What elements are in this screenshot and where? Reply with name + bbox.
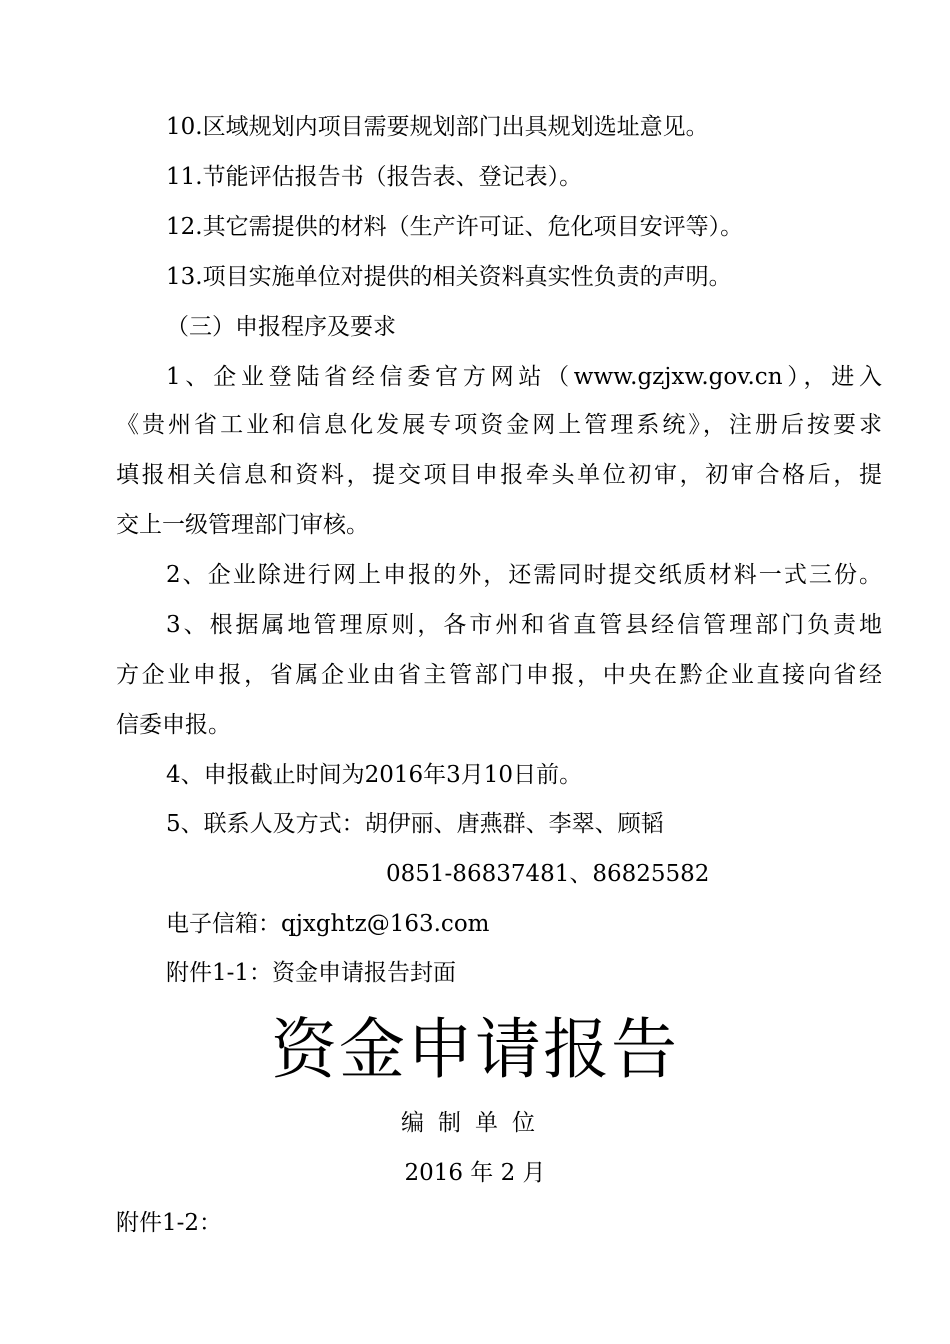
paragraph-1-line-2: 《贵州省工业和信息化发展专项资金网上管理系统》，注册后按要求 xyxy=(116,412,882,438)
item-10: 10.区域规划内项目需要规划部门出具规划选址意见。 xyxy=(166,114,709,140)
section-heading: （三）申报程序及要求 xyxy=(166,314,396,340)
paragraph-3-line-1: 3、根据属地管理原则，各市州和省直管县经信管理部门负责地 xyxy=(166,612,882,638)
paragraph-5: 5、联系人及方式：胡伊丽、唐燕群、李翠、顾韬 xyxy=(166,811,664,837)
item-12: 12.其它需提供的材料（生产许可证、危化项目安评等）。 xyxy=(166,214,744,240)
contact-email: 电子信箱：qjxghtz@163.com xyxy=(166,911,490,937)
paragraph-4: 4、申报截止时间为2016年3月10日前。 xyxy=(166,762,583,788)
attachment-1-1-label: 附件1-1：资金申请报告封面 xyxy=(166,960,457,986)
paragraph-1-line-1: 1、企业登陆省经信委官方网站（www.gzjxw.gov.cn），进入 xyxy=(166,364,882,390)
paragraph-1-line-3: 填报相关信息和资料，提交项目申报牵头单位初审，初审合格后，提 xyxy=(116,462,882,488)
paragraph-2: 2、企业除进行网上申报的外，还需同时提交纸质材料一式三份。 xyxy=(166,562,882,588)
cover-unit: 编制单位 xyxy=(401,1110,549,1136)
cover-date: 2016 年 2 月 xyxy=(404,1160,546,1186)
cover-title: 资金申请报告 xyxy=(271,1011,679,1088)
paragraph-3-line-2: 方企业申报，省属企业由省主管部门申报，中央在黔企业直接向省经 xyxy=(116,662,882,688)
contact-phones: 0851-86837481、86825582 xyxy=(386,861,710,887)
item-13: 13.项目实施单位对提供的相关资料真实性负责的声明。 xyxy=(166,264,732,290)
attachment-1-2-label: 附件1-2： xyxy=(116,1210,223,1236)
paragraph-3-line-3: 信委申报。 xyxy=(116,712,231,738)
item-11: 11.节能评估报告书（报告表、登记表）。 xyxy=(166,164,583,190)
paragraph-1-line-4: 交上一级管理部门审核。 xyxy=(116,512,369,538)
